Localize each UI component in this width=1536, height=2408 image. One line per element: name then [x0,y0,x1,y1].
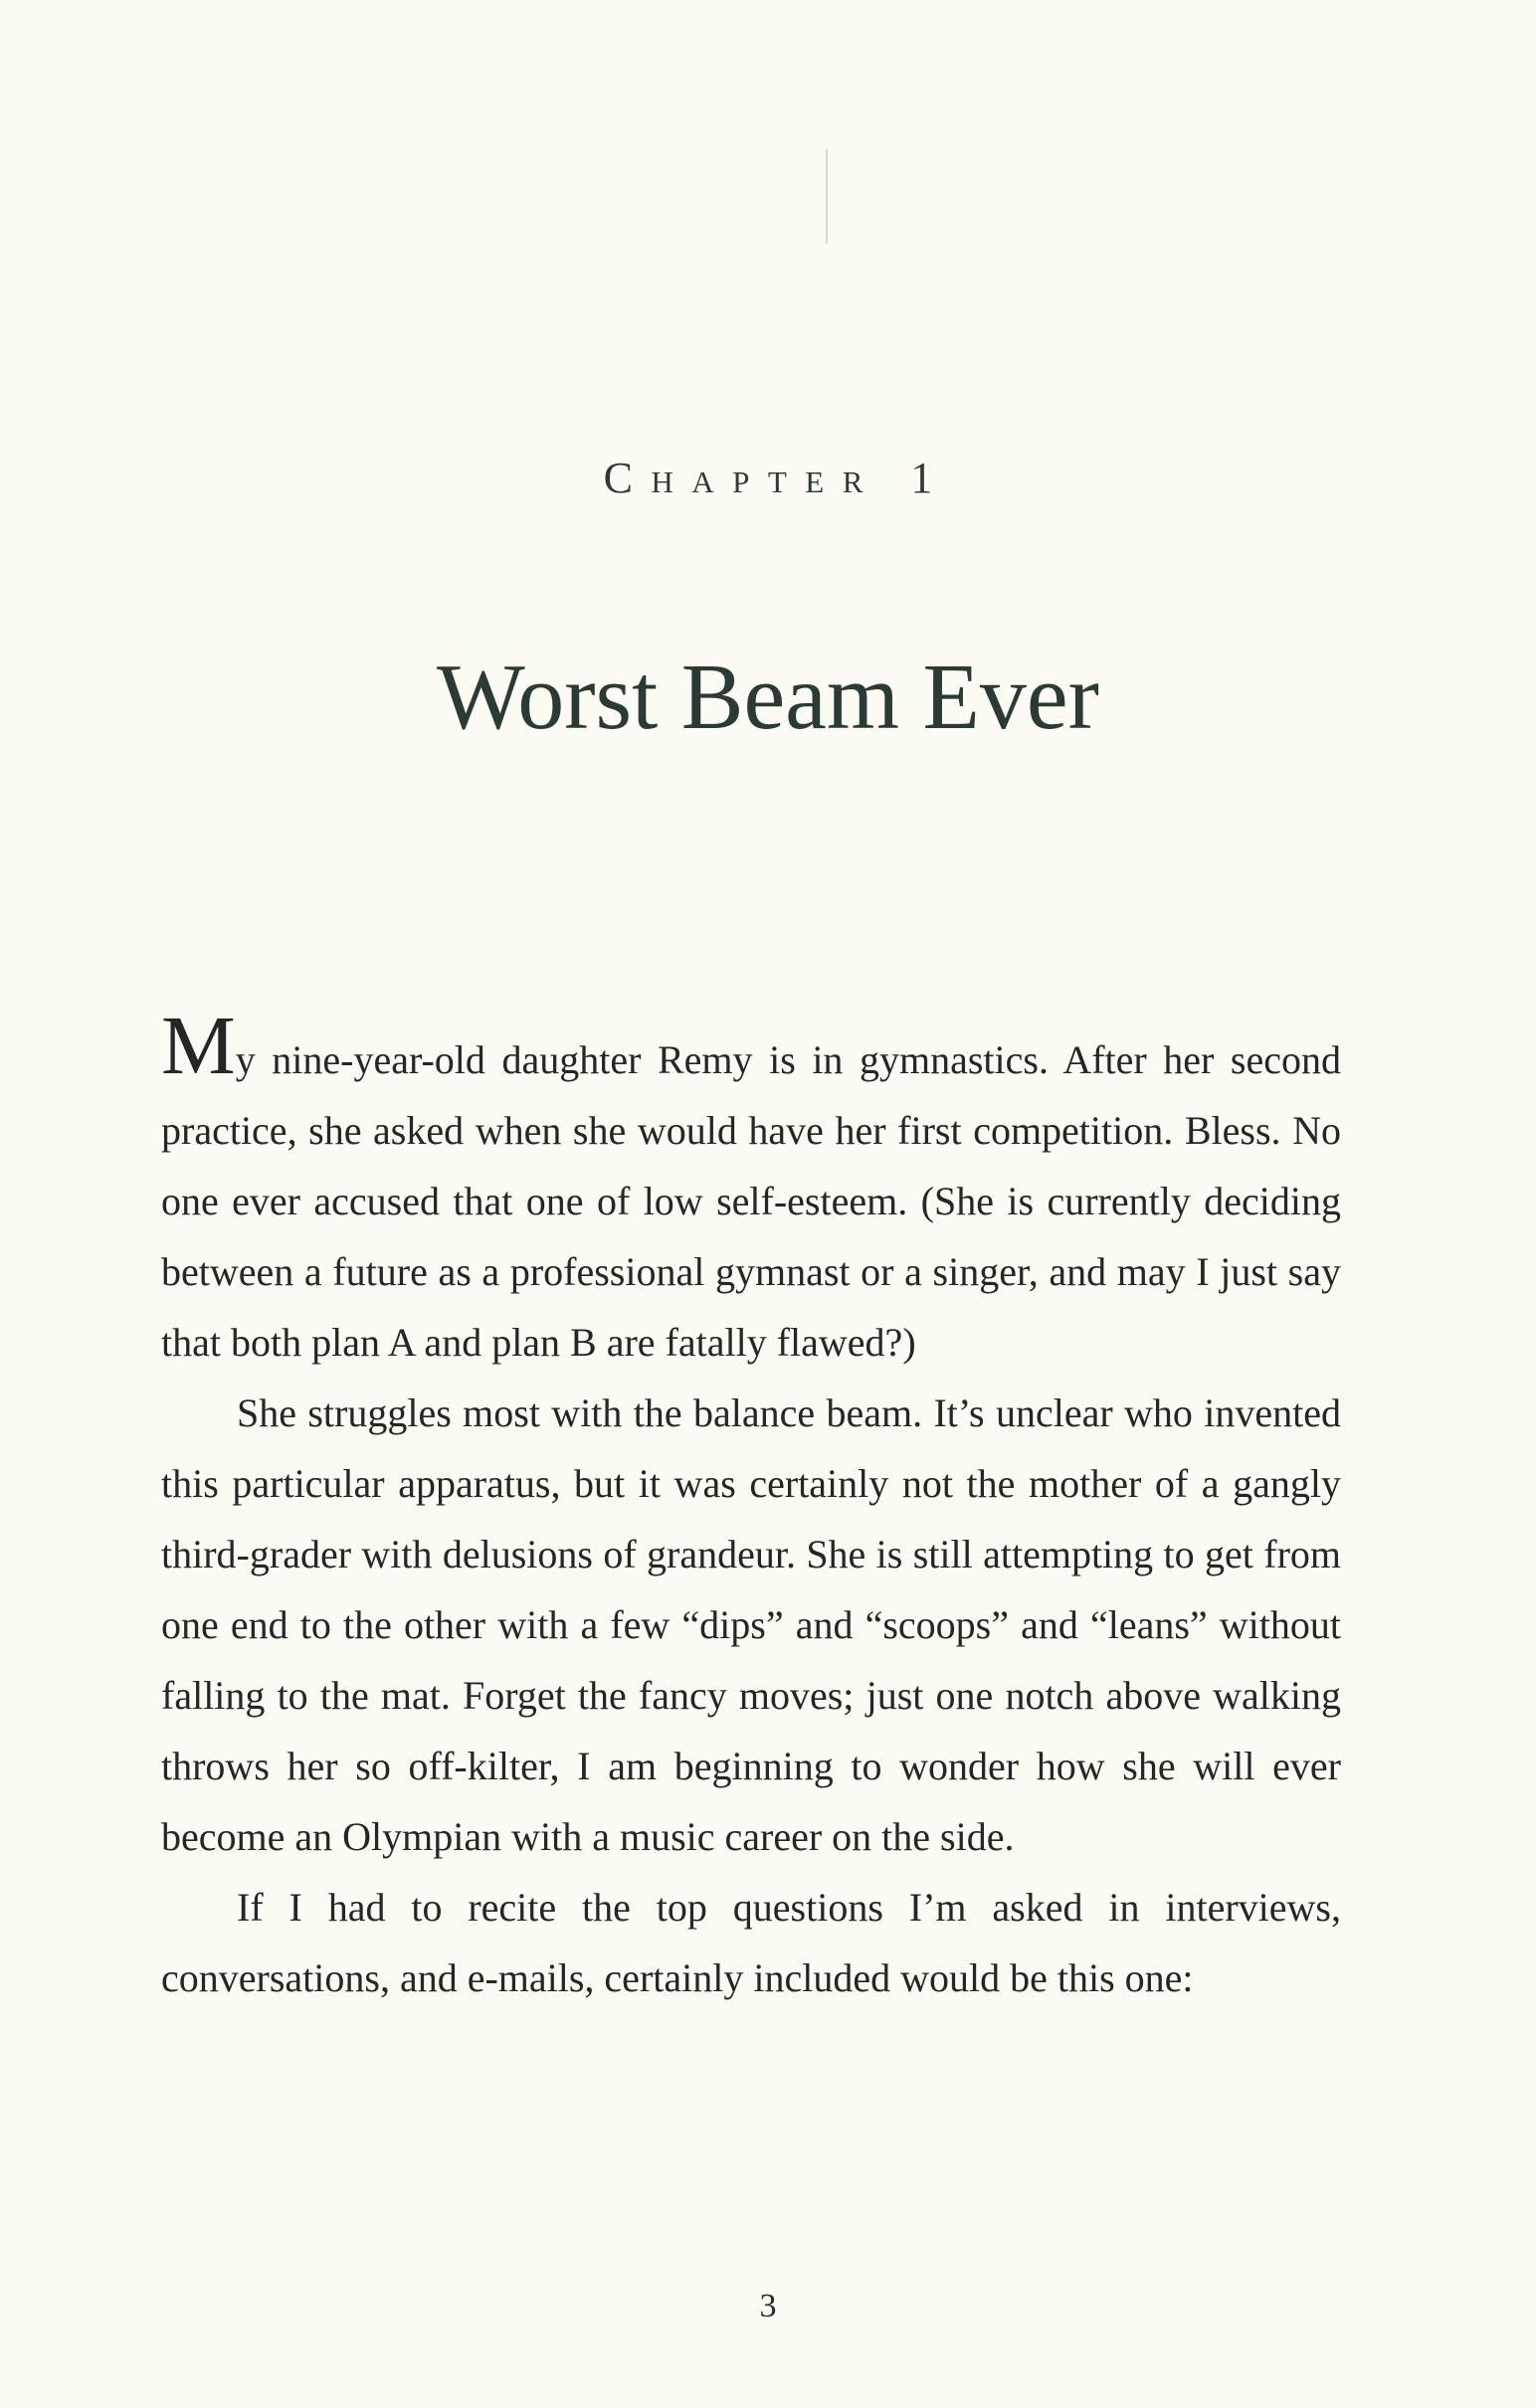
drop-initial: M [161,1000,236,1092]
body-text [161,1000,1341,2013]
paragraph-2: She struggles most with the balance beam. It’s unclear who invented this particular apparatus, but it was certainly not the mother of a gangly third-grader with delusions of grandeur. She is still attempting to get from one end to the other with a few “dips” and “scoops” and “leans” without falling to the mat. Forget the fancy moves; just one notch above walking throws her so off-kilter, I am beginning to wonder how she will ever become an Olympian with a music career on the side. [161,1390,1341,1859]
paragraph-3: If I had to recite the top questions I’m asked in interviews, conversations, and e-mails, certainly included would be this one: [161,1885,1341,2000]
chapter-label: Chapter 1 [603,454,951,502]
scan-artifact-line [826,149,828,244]
paragraph-1 [161,1000,1341,1378]
page-number: 3 [759,2288,777,2324]
paragraph-1-text: y nine-year-old daughter Remy is in gymnastics. After her second practice, she asked when she would have her first competition. Bless. No one ever accused that one of low self-esteem. (She is currently deciding between a future as a professional gymnast or a singer, and may I just say that both plan A and plan B are fatally flawed?) [161,1037,1341,1365]
chapter-title: Worst Beam Ever [437,646,1099,749]
